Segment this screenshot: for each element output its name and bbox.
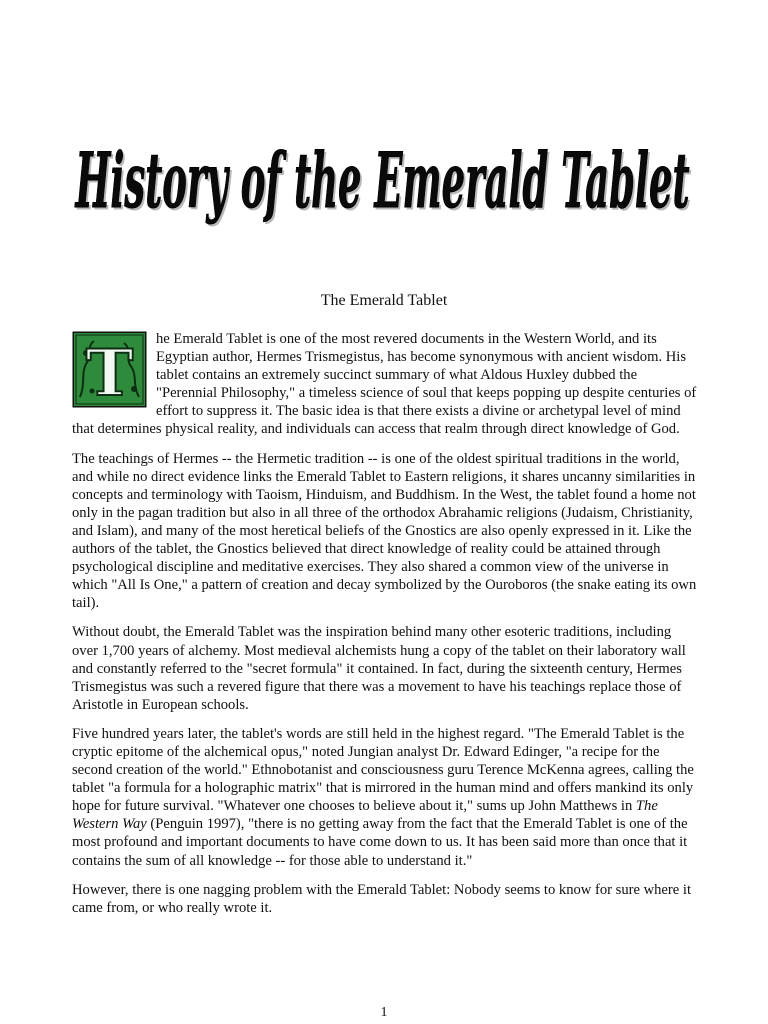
paragraph-3: Without doubt, the Emerald Tablet was the inspiration behind many other esoteric traditions, including over 1,700 years of alchemy. Most medieval alchemists hung a copy of the tablet on their laboratory wall and constantly referred to the "secret formula" it contained. In fact, during the sixteenth century, Hermes Trismegistus was such a revered figure that there was a movement to have his teachings replace those of Aristotle in European schools. xyxy=(72,624,686,713)
paragraph-4 xyxy=(72,725,698,870)
title-banner xyxy=(70,140,695,235)
title-banner-art xyxy=(70,140,695,235)
section-title: The Emerald Tablet xyxy=(320,292,448,309)
paragraph-5: However, there is one nagging problem with the Emerald Tablet: Nobody seems to know for sure where it came from, or who really wrote it. xyxy=(72,881,692,916)
paragraph-1-text: he Emerald Tablet is one of the most revered documents in the Western World, and its Egyptian author, Hermes Trismegistus, has become synonymous with ancient wisdom. His tablet contains an extremely succinct summary of what Aldous Huxley dubbed the "Perennial Philosophy," a timeless science of soul that keeps popping up despite centuries of effort to suppress it. The basic idea is that there exists a divine or archetypal level of mind that determines physical reality, and individuals can access that realm through direct knowledge of God. xyxy=(72,331,697,438)
drop-cap-art xyxy=(72,331,147,408)
page-number: 1 xyxy=(380,1005,388,1020)
drop-cap xyxy=(72,331,147,408)
paragraph-4-text-start: Five hundred years later, the tablet's words are still held in the highest regard. "The Emerald Tablet is the cryptic epitome of the alchemical opus," noted Jungian analyst Dr. Edward Edinger, "a recipe for the second creation of the world." Ethnobotanist and consciousness guru Terence McKenna agrees, calling the tablet "a formula for a holographic matrix" that is mirrored in the human mind and offers mankind its only hope for future survival. "Whatever one chooses to believe about it," sums up John Matthews in xyxy=(72,725,694,815)
paragraph-2: The teachings of Hermes -- the Hermetic tradition -- is one of the oldest spiritual traditions in the world, and while no direct evidence links the Emerald Tablet to Eastern religions, it shares uncanny similarities in concepts and terminology with Taoism, Hinduism, and Buddhism. In the West, the tablet found a home not only in the pagan tradition but also in all three of the orthodox Abrahamic religions (Judaism, Christianity, and Islam), and many of the most heretical beliefs of the Gnostics are also openly expressed in it. Like the authors of the tablet, the Gnostics believed that direct knowledge of reality could be attained through psychological discipline and meditative exercises. They also shared a common view of the universe in which "All Is One," a pattern of creation and decay symbolized by the Ouroboros (the snake eating its own tail). xyxy=(72,450,697,612)
drop-cap-letter: T xyxy=(85,336,134,408)
body-text xyxy=(72,330,698,928)
paragraph-4-text-end: (Penguin 1997), "there is no getting away from the fact that the Emerald Tablet is one of the most profound and important documents to have come down to us. It has been said more than once that it contains the sum of all knowledge -- for those able to understand it." xyxy=(72,816,688,869)
paragraph-1 xyxy=(72,330,698,439)
title-banner-shadow: History of the Emerald Tablet xyxy=(76,140,692,228)
book-title: The Western Way xyxy=(72,798,658,833)
title-banner-text: History of the Emerald Tablet xyxy=(74,140,690,225)
